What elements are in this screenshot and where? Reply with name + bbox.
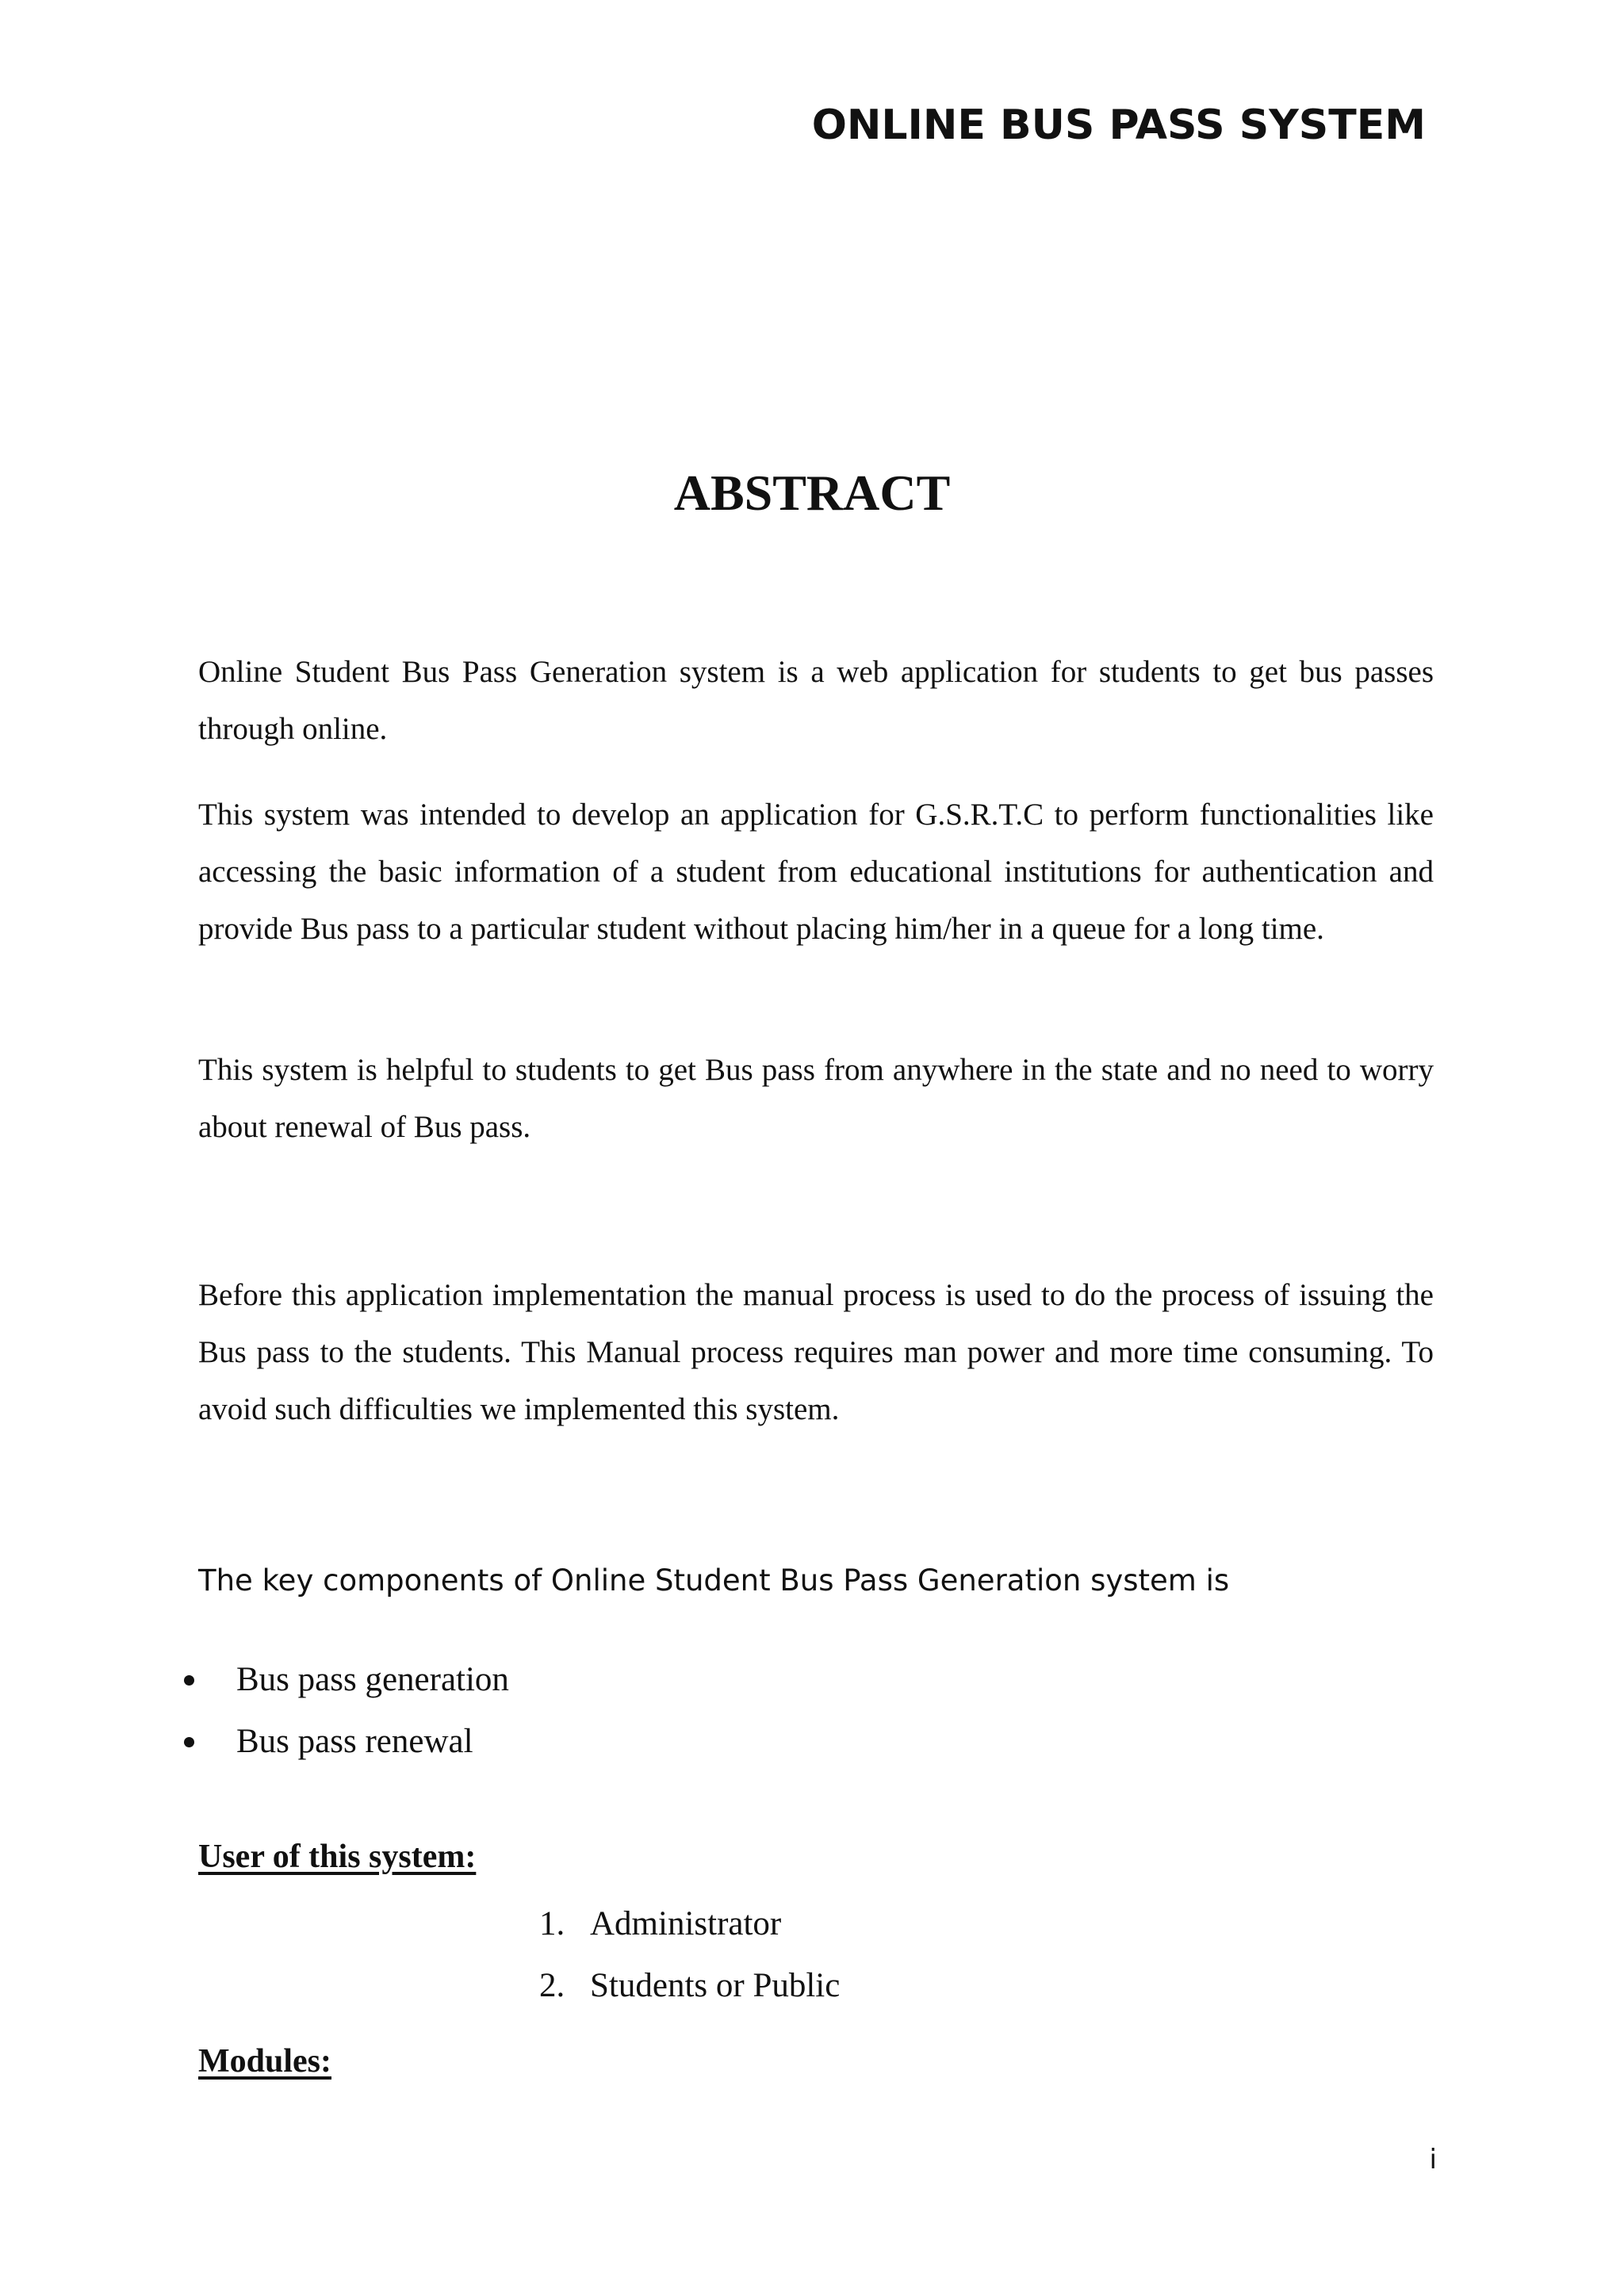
list-item-label: Bus pass renewal — [236, 1723, 473, 1760]
bullet-icon — [184, 1737, 194, 1747]
running-header-title: ONLINE BUS PASS SYSTEM — [811, 101, 1426, 149]
list-item-label: Administrator — [590, 1905, 782, 1942]
users-section-heading: User of this system: — [198, 1839, 477, 1875]
modules-section-heading: Modules: — [198, 2043, 331, 2080]
abstract-paragraph: This system is helpful to students to get Bus pass from anywhere in the state and no need to worry about renewal of Bus pass. — [198, 1053, 1434, 1144]
key-components-intro: The key components of Online Student Bus Pass Generation system is — [198, 1563, 1230, 1598]
abstract-paragraph: Online Student Bus Pass Generation system is a web application for students to get bus passes through online. — [198, 655, 1434, 746]
abstract-heading: ABSTRACT — [673, 465, 951, 521]
list-item-label: Students or Public — [590, 1967, 841, 2004]
list-item-number: 1. — [539, 1905, 565, 1942]
bullet-icon — [184, 1675, 194, 1686]
abstract-paragraph: Before this application implementation the manual process is used to do the process of issuing the Bus pass to the students. This Manual process requires man power and more time consuming. To avoid such difficulties we implemented this system. — [198, 1278, 1434, 1426]
abstract-paragraph: This system was intended to develop an application for G.S.R.T.C to perform functionalities like accessing the basic information of a student from educational institutions for authentication and provide Bus pass to a particular student without placing him/her in a queue for a long time. — [198, 798, 1434, 946]
page-number: i — [1429, 2144, 1437, 2175]
list-item-number: 2. — [539, 1967, 565, 2004]
list-item-label: Bus pass generation — [236, 1661, 509, 1698]
